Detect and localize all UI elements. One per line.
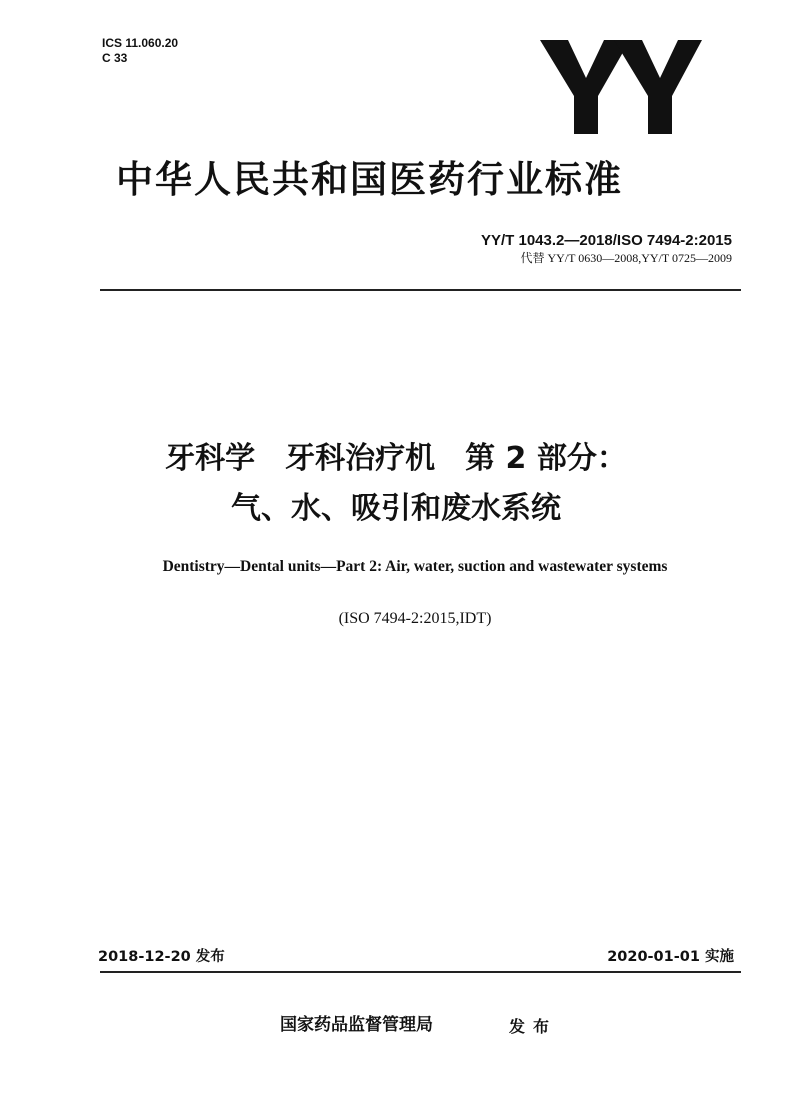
standard-name: 中华人民共和国医药行业标准 — [116, 158, 623, 201]
issue-date: 2018-12-20 发布 — [98, 949, 225, 965]
title-chinese-line1: 牙科学 牙科治疗机 第 2 部分： — [165, 441, 627, 476]
header-divider — [100, 289, 741, 291]
classification-codes — [102, 36, 178, 66]
ics-code: ICS 11.060.20 — [102, 36, 179, 50]
publish-label: 发布 — [509, 1017, 558, 1036]
title-english: Dentistry—Dental units—Part 2: Air, water, suction and wastewater systems — [162, 558, 668, 575]
implementation-date: 2020-01-01 实施 — [607, 949, 734, 965]
title-chinese-line2: 气、水、吸引和废水系统 — [231, 491, 561, 526]
standard-number: YY/T 1043.2—2018/ISO 7494-2:2015 — [480, 232, 732, 249]
footer-divider — [100, 971, 741, 973]
iso-reference: (ISO 7494-2:2015,IDT) — [338, 610, 492, 627]
ccs-code: C 33 — [102, 51, 128, 65]
publisher: 国家药品监督管理局 — [280, 1015, 433, 1035]
logo-letter-y-1 — [540, 40, 630, 134]
replaces-note: 代替 YY/T 0630—2008,YY/T 0725—2009 — [520, 251, 732, 265]
yy-logo — [540, 40, 702, 138]
logo-letter-y-2 — [614, 40, 702, 134]
